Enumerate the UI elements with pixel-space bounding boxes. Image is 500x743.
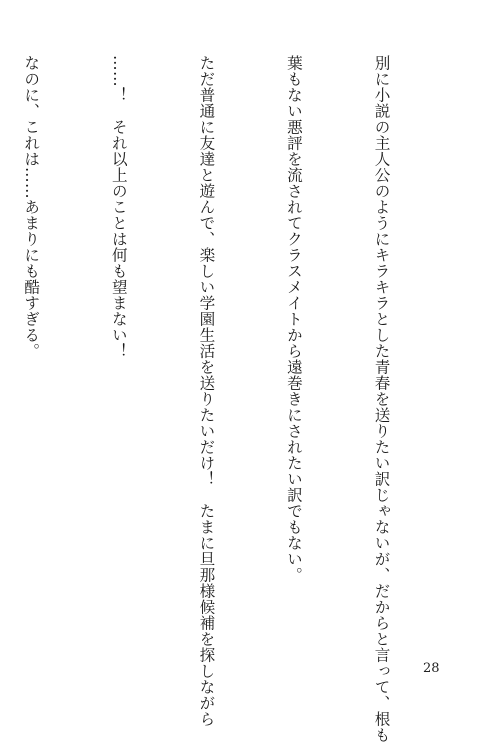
text-line-5: なのに、これは……あまりにも酷すぎる。 [22, 55, 41, 359]
text-line-1: 別に小説の主人公のようにキラキラとした青春を送りたい訳じゃないが、だからと言って、根も [372, 55, 391, 743]
text-line-4: ……！ それ以上のことは何も望まない！ [109, 55, 128, 359]
text-line-3: ただ普通に友達と遊んで、楽しい学園生活を送りたいだけ！ たまに旦那様候補を探しながら [197, 55, 216, 727]
text-line-2: 葉もない悪評を流されてクラスメイトから遠巻きにされたい訳でもない。 [284, 55, 303, 583]
page-number: 28 [423, 661, 440, 676]
